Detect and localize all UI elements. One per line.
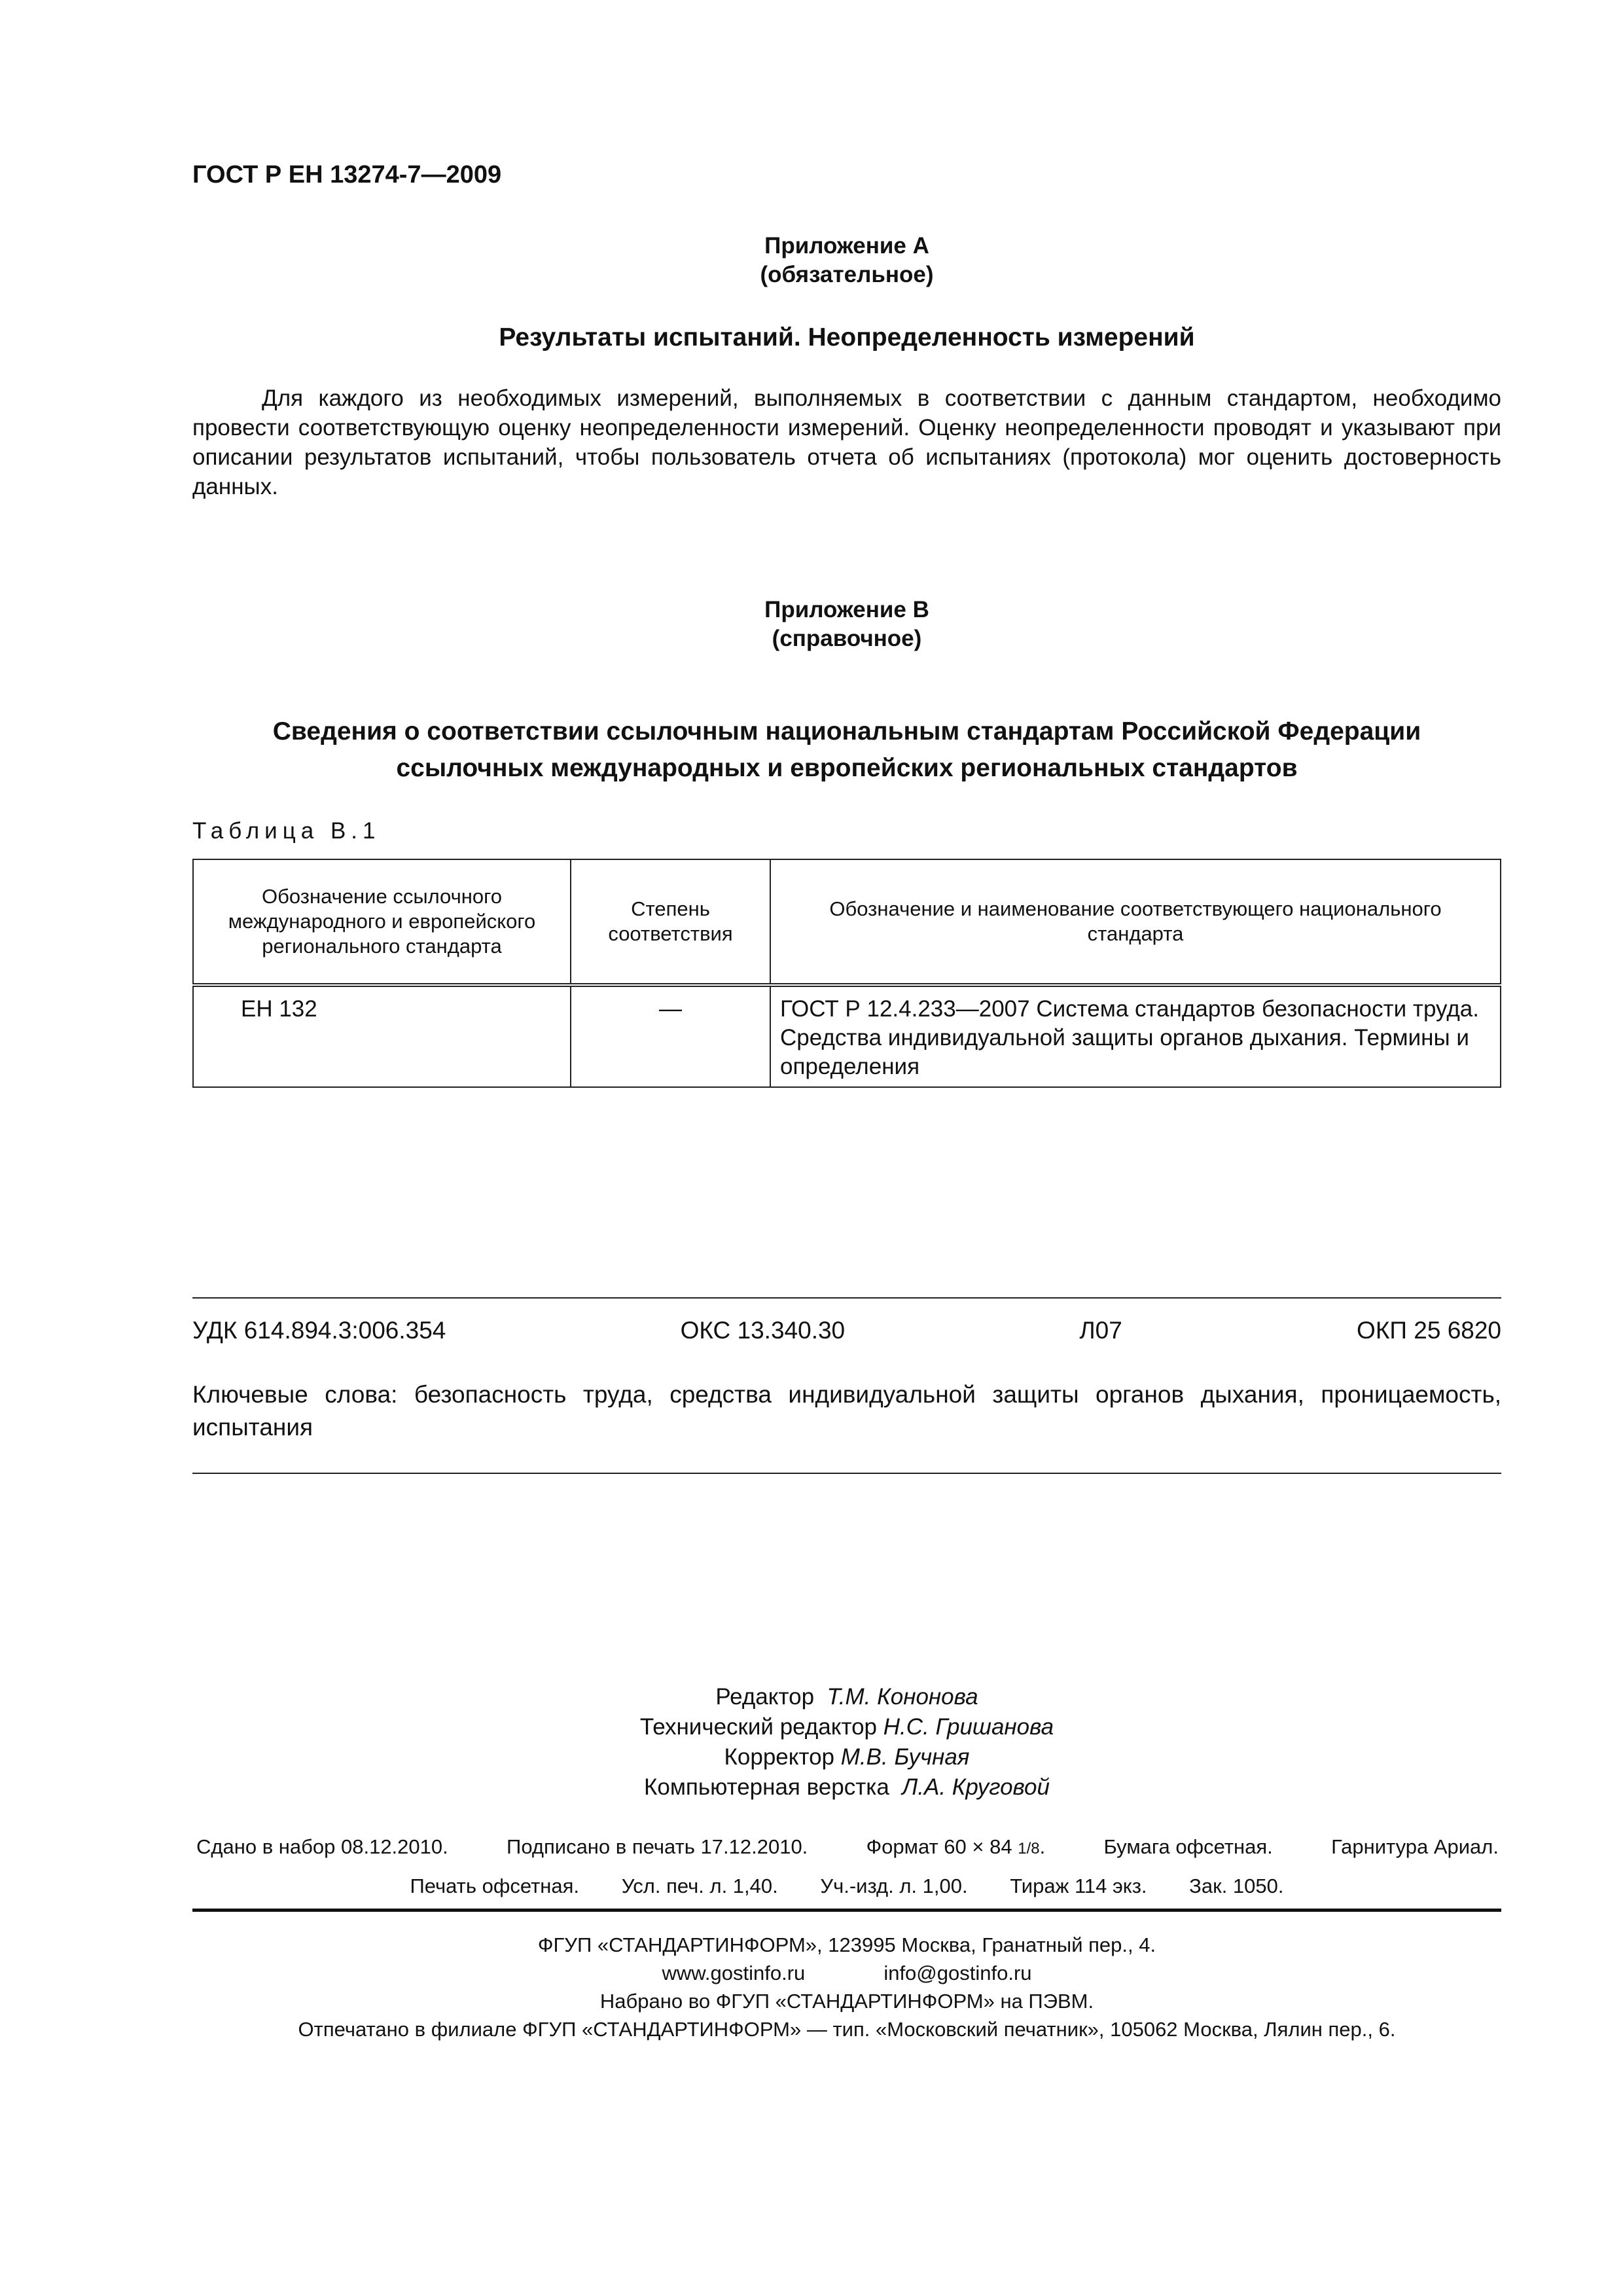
okp-code: ОКП 25 6820 (1357, 1317, 1501, 1344)
udk-code: УДК 614.894.3:006.354 (192, 1317, 446, 1344)
annex-a-status: (обязательное) (760, 262, 934, 287)
header-conformity-degree: Степень соответствия (571, 859, 770, 985)
staff-editor: Редактор Т.М. Кононова (715, 1684, 978, 1710)
staff-technical-editor: Технический редактор Н.С. Гришанова (639, 1714, 1054, 1740)
annex-a-title: Результаты испытаний. Неопределенность измерений (499, 323, 1195, 351)
l-code: Л07 (1079, 1317, 1122, 1344)
cell-conformity-degree: — (571, 985, 770, 1087)
publication-line-2: Печать офсетная. Усл. печ. л. 1,40. Уч.-изд. л. 1,00. Тираж 114 экз. Зак. 1050. (410, 1874, 1284, 1897)
reference-table (192, 859, 1501, 1088)
cell-international-standard: ЕН 132 (193, 985, 571, 1087)
header-international-standard: Обозначение ссылочного международного и европейского регионального стандарта (193, 859, 571, 985)
staff-credits (192, 1682, 1501, 1803)
annex-a-paragraph: Для каждого из необходимых измерений, выполняемых в соответствии с данным стандартом, необходимо провести соответствующую оценку неопределенности измерений. Оценку неопределенности проводят и указывают при описании результатов испытаний, чтобы пользователь отчета об испытаниях (протокола) мог оценить достоверность данных. (192, 386, 1501, 499)
publisher-footer (192, 1931, 1501, 2043)
document-code: ГОСТ Р ЕН 13274-7—2009 (192, 161, 502, 188)
publisher-address: ФГУП «СТАНДАРТИНФОРМ», 123995 Москва, Гранатный пер., 4. (537, 1933, 1156, 1956)
typeset-note: Набрано во ФГУП «СТАНДАРТИНФОРМ» на ПЭВМ. (599, 1990, 1094, 2013)
header-national-standard: Обозначение и наименование соответствующего национального стандарта (770, 859, 1501, 985)
annex-b-label: Приложение В (764, 597, 929, 622)
divider-bottom (192, 1473, 1501, 1474)
printed-note: Отпечатано в филиале ФГУП «СТАНДАРТИНФОРМ» — тип. «Московский печатник», 105062 Москва, Лялин пер., 6. (298, 2018, 1396, 2041)
table-caption: Таблица В.1 (192, 818, 381, 844)
classification-codes (192, 1317, 1501, 1344)
publication-line-1: Сдано в набор 08.12.2010. Подписано в печать 17.12.2010. Формат 60 × 84 1/8. Бумага офсетная. Гарнитура Ариал. (196, 1835, 1499, 1858)
staff-layout: Компьютерная верстка Л.А. Круговой (643, 1774, 1050, 1800)
table-row (193, 985, 1501, 1087)
divider-footer (192, 1909, 1501, 1912)
divider-top (192, 1297, 1501, 1299)
annex-b-title-line2: ссылочных международных и европейских региональных стандартов (396, 754, 1298, 782)
cell-national-standard: ГОСТ Р 12.4.233—2007 Система стандартов безопасности труда. Средства индивидуальной защиты органов дыхания. Термины и определения (770, 985, 1501, 1087)
annex-b-title-line1: Сведения о соответствии ссылочным национальным стандартам Российской Федерации (272, 717, 1421, 745)
annex-b-status: (справочное) (772, 626, 922, 651)
oks-code: ОКС 13.340.30 (680, 1317, 846, 1344)
email-link[interactable]: info@gostinfo.ru (883, 1962, 1032, 1984)
annex-a-label: Приложение А (764, 233, 929, 259)
staff-proofreader: Корректор М.В. Бучная (724, 1744, 970, 1770)
table-header-row (193, 859, 1501, 985)
keywords: Ключевые слова: безопасность труда, средства индивидуальной защиты органов дыхания, проницаемость, испытания (192, 1381, 1501, 1441)
website-link[interactable]: www.gostinfo.ru (662, 1962, 806, 1984)
